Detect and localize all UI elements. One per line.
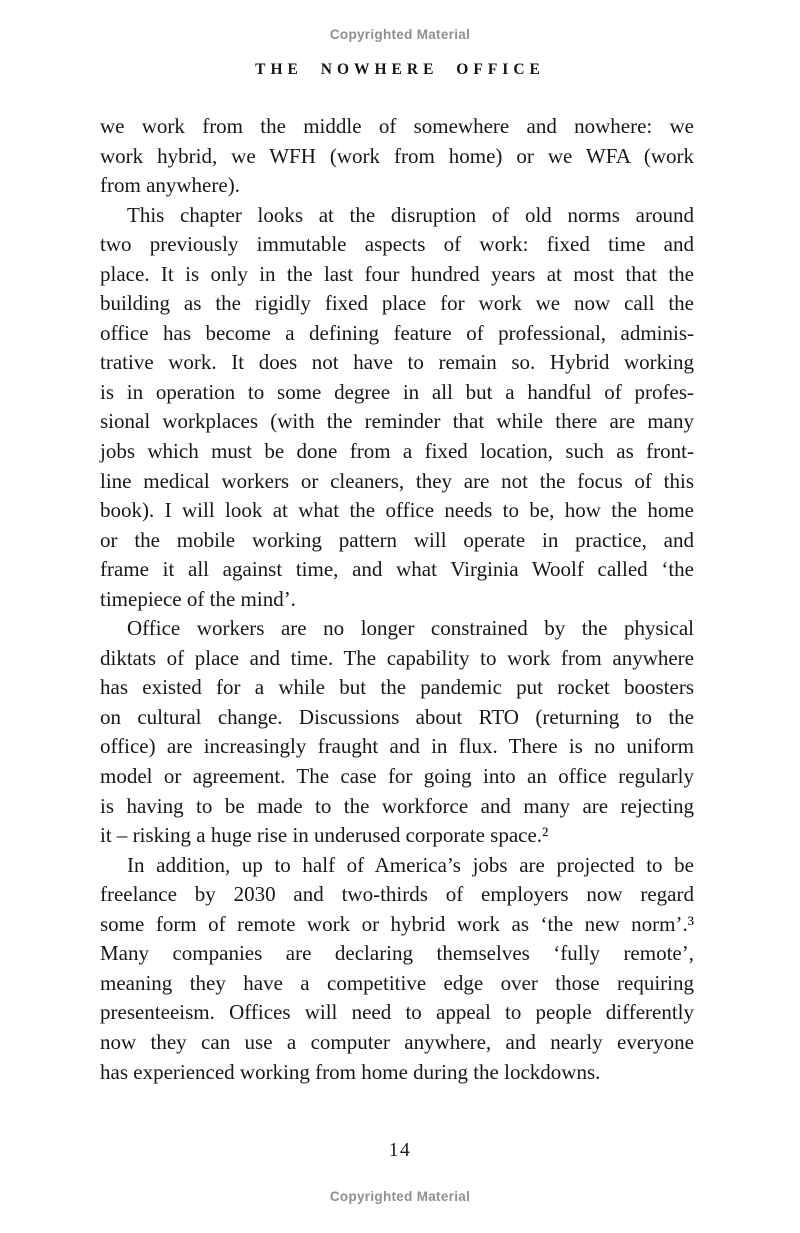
text-line: office has become a defining feature of professional, adminis- — [100, 320, 694, 345]
copyright-notice-top: Copyrighted Material — [329, 27, 471, 42]
text-line: Office workers are no longer constrained by the physical — [127, 616, 694, 641]
text-line: two previously immutable aspects of work: fixed time and — [100, 232, 694, 257]
text-line: In addition, up to half of America’s jobs are projected to be — [127, 852, 694, 877]
running-header-title: THE NOWHERE OFFICE — [255, 61, 545, 78]
body-text — [100, 112, 694, 1087]
text-line: some form of remote work or hybrid work as ‘the new norm’.³ — [100, 911, 694, 936]
text-line: now they can use a computer anywhere, and nearly everyone — [100, 1029, 694, 1054]
text-line: place. It is only in the last four hundred years at most that the — [100, 261, 694, 286]
text-line: line medical workers or cleaners, they are not the focus of this — [100, 468, 694, 493]
text-line: diktats of place and time. The capability to work from anywhere — [100, 645, 694, 670]
text-line: office) are increasingly fraught and in flux. There is no uniform — [100, 734, 694, 759]
text-line: sional workplaces (with the reminder that while there are many — [100, 409, 694, 434]
page-number: 14 — [388, 1140, 412, 1161]
text-line: model or agreement. The case for going into an office regularly — [100, 764, 694, 789]
text-line: freelance by 2030 and two-thirds of employers now regard — [100, 882, 694, 907]
text-line: or the mobile working pattern will operate in practice, and — [100, 527, 694, 552]
text-line: is having to be made to the workforce and many are rejecting — [100, 793, 694, 818]
text-line: has existed for a while but the pandemic put rocket boosters — [100, 675, 694, 700]
text-line: it – risking a huge rise in underused corporate space.² — [100, 823, 549, 848]
text-line: trative work. It does not have to remain so. Hybrid working — [100, 350, 694, 375]
text-line: work hybrid, we WFH (work from home) or we WFA (work — [100, 143, 694, 168]
text-line: from anywhere). — [100, 173, 240, 198]
text-line: has experienced working from home during the lockdowns. — [100, 1059, 601, 1084]
text-line: timepiece of the mind’. — [100, 586, 296, 611]
text-line: meaning they have a competitive edge over those requiring — [100, 970, 694, 995]
text-line: on cultural change. Discussions about RTO (returning to the — [100, 704, 694, 729]
text-line: is in operation to some degree in all but a handful of profes- — [100, 379, 694, 404]
text-line: presenteeism. Offices will need to appeal to people differently — [100, 1000, 694, 1025]
text-line: book). I will look at what the office needs to be, how the home — [100, 498, 694, 523]
text-line: frame it all against time, and what Virginia Woolf called ‘the — [100, 557, 694, 582]
text-line: building as the rigidly fixed place for work we now call the — [100, 291, 694, 316]
text-line: Many companies are declaring themselves ‘fully remote’, — [100, 941, 694, 966]
text-line: jobs which must be done from a fixed location, such as front- — [100, 439, 694, 464]
text-line: This chapter looks at the disruption of old norms around — [127, 202, 694, 227]
text-line: we work from the middle of somewhere and nowhere: we — [100, 114, 694, 138]
copyright-notice-bottom: Copyrighted Material — [329, 1189, 471, 1204]
